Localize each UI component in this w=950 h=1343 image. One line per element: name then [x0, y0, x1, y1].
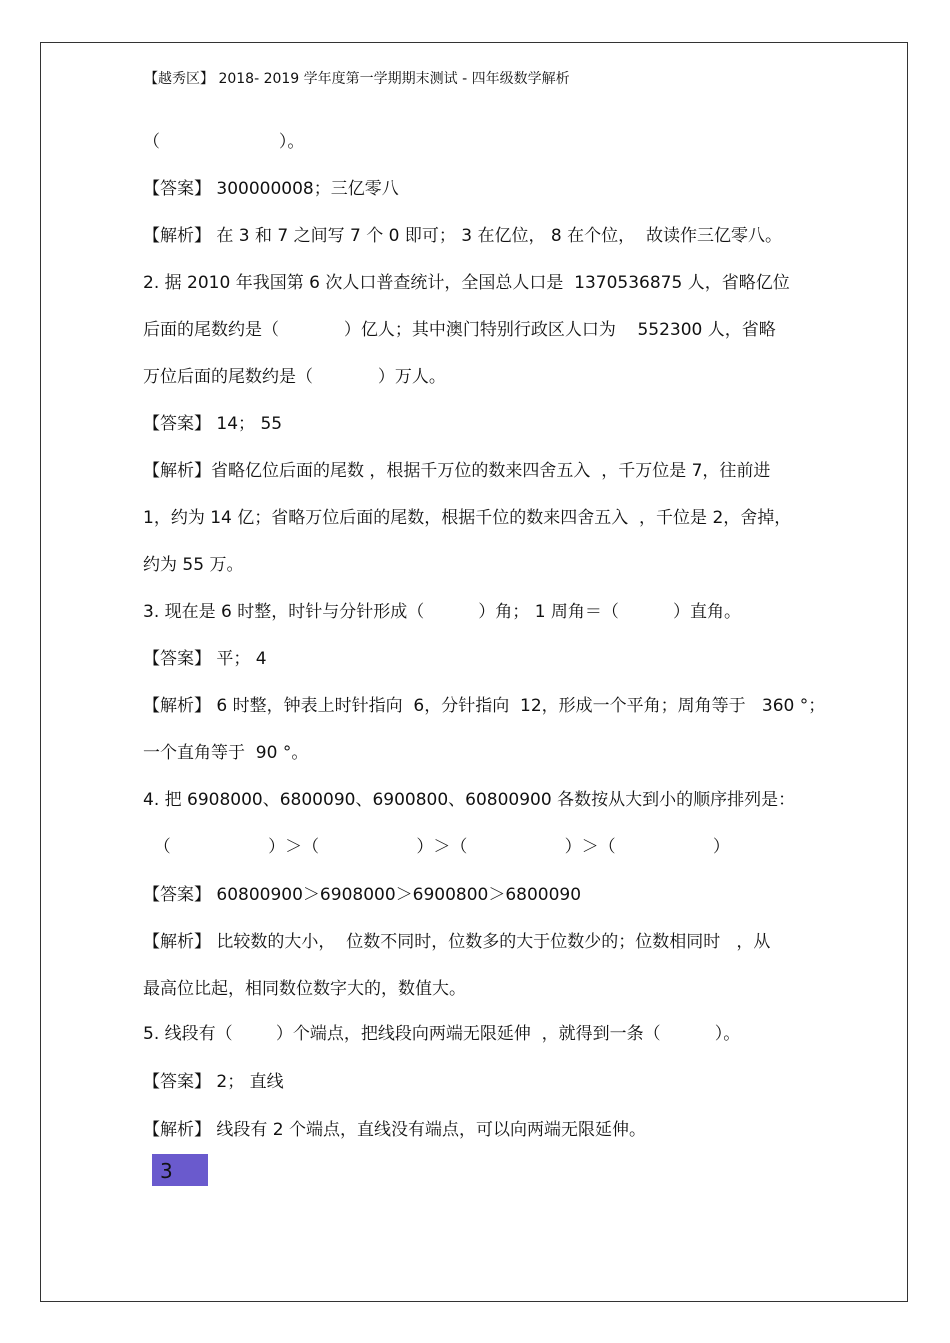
- text-line: （ ）＞（ ）＞（ ）＞（ ）: [143, 837, 730, 857]
- text-line: 5. 线段有（ ）个端点，把线段向两端无限延伸 ，就得到一条（ ）。: [143, 1024, 741, 1044]
- text-line: 约为 55 万。: [143, 555, 244, 575]
- text-line: （ ）。: [143, 132, 305, 152]
- text-line: 【答案】 60800900＞6908000＞6900800＞6800090: [143, 885, 582, 905]
- text-line: 1，约为 14 亿；省略万位后面的尾数，根据千位的数来四舍五入 ，千位是 2，舍掉，: [143, 508, 792, 528]
- page-header: 【越秀区】 2018- 2019 学年度第一学期期末测试 - 四年级数学解析: [144, 71, 570, 87]
- text-line: 【解析】 在 3 和 7 之间写 7 个 0 即可； 3 在亿位， 8 在个位， 故读作三亿零八。: [143, 226, 782, 246]
- text-line: 最高位比起，相同数位数字大的，数值大。: [143, 979, 466, 999]
- text-line: 【解析】 线段有 2 个端点，直线没有端点，可以向两端无限延伸。: [143, 1120, 647, 1140]
- text-line: 【答案】 2； 直线: [143, 1072, 284, 1092]
- text-line: 万位后面的尾数约是（ ）万人。: [143, 367, 446, 387]
- page-number: 3: [152, 1154, 208, 1186]
- text-line: 4. 把 6908000、6800090、6900800、60800900 各数按从大到小的顺序排列是：: [143, 790, 796, 810]
- text-line: 【答案】 平； 4: [143, 649, 267, 669]
- text-line: 2. 据 2010 年我国第 6 次人口普查统计，全国总人口是 1370536875 人，省略亿位: [143, 273, 790, 293]
- text-line: 【解析】 6 时整，钟表上时针指向 6，分针指向 12，形成一个平角；周角等于 360 °；: [143, 696, 826, 716]
- text-line: 后面的尾数约是（ ）亿人；其中澳门特别行政区人口为 552300 人，省略: [143, 320, 776, 340]
- text-line: 【解析】 比较数的大小， 位数不同时，位数多的大于位数少的；位数相同时 ，从: [143, 932, 771, 952]
- text-line: 【解析】省略亿位后面的尾数 ，根据千万位的数来四舍五入 ，千万位是 7，往前进: [143, 461, 771, 481]
- text-line: 【答案】 14； 55: [143, 414, 283, 434]
- text-line: 3. 现在是 6 时整，时针与分针形成（ ）角； 1 周角＝（ ）直角。: [143, 602, 741, 622]
- text-line: 一个直角等于 90 °。: [143, 743, 309, 763]
- text-line: 【答案】 300000008；三亿零八: [143, 179, 399, 199]
